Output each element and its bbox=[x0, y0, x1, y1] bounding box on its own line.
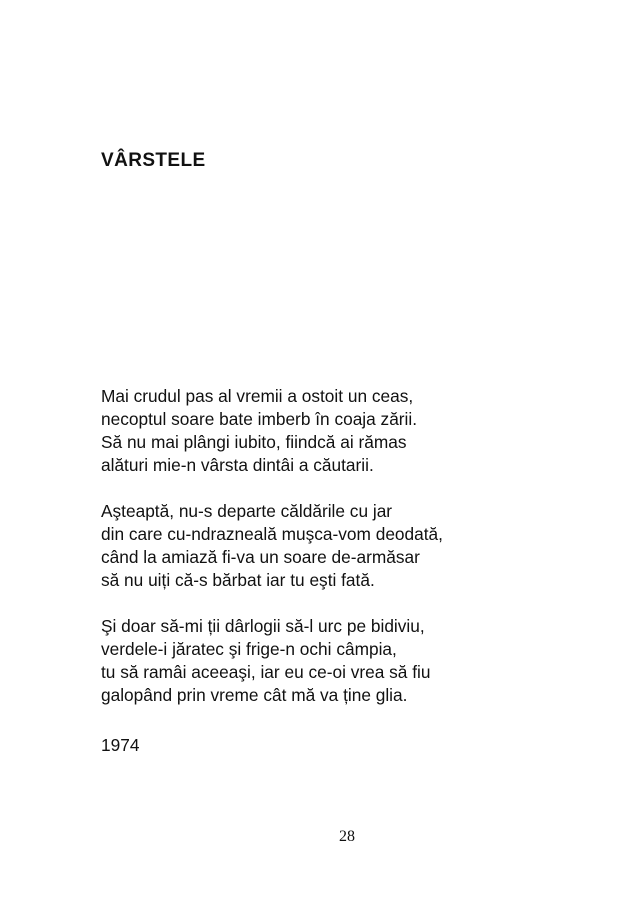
poem-line: să nu uiți că-s bărbat iar tu eşti fată. bbox=[101, 570, 375, 590]
poem-line: alături mie-n vârsta dintâi a căutarii. bbox=[101, 455, 374, 475]
stanza-3 bbox=[101, 615, 443, 707]
stanza-2 bbox=[101, 500, 443, 592]
poem-line: când la amiază fi-va un soare de-armăsar bbox=[101, 547, 420, 567]
poem-line: Şi doar să-mi ții dârlogii să-l urc pe bidiviu, bbox=[101, 616, 425, 636]
poem-line: verdele-i jăratec şi frige-n ochi câmpia, bbox=[101, 639, 397, 659]
poem-line: Mai crudul pas al vremii a ostoit un ceas, bbox=[101, 386, 414, 406]
poem-year: 1974 bbox=[101, 735, 140, 755]
poem-line: Aşteaptă, nu-s departe căldările cu jar bbox=[101, 501, 393, 521]
poem-line: din care cu-ndrazneală muşca-vom deodată, bbox=[101, 524, 443, 544]
poem-body bbox=[101, 385, 443, 730]
poem-line: Să nu mai plângi iubito, fiindcă ai rămas bbox=[101, 432, 407, 452]
page-number: 28 bbox=[339, 828, 355, 845]
poem-title: VÂRSTELE bbox=[101, 150, 206, 171]
poem-line: tu să ramâi aceeaşi, iar eu ce-oi vrea să fiu bbox=[101, 662, 431, 682]
poem-line: necoptul soare bate imberb în coaja zării. bbox=[101, 409, 418, 429]
poem-line: galopând prin vreme cât mă va ține glia. bbox=[101, 685, 408, 705]
stanza-1 bbox=[101, 385, 443, 477]
